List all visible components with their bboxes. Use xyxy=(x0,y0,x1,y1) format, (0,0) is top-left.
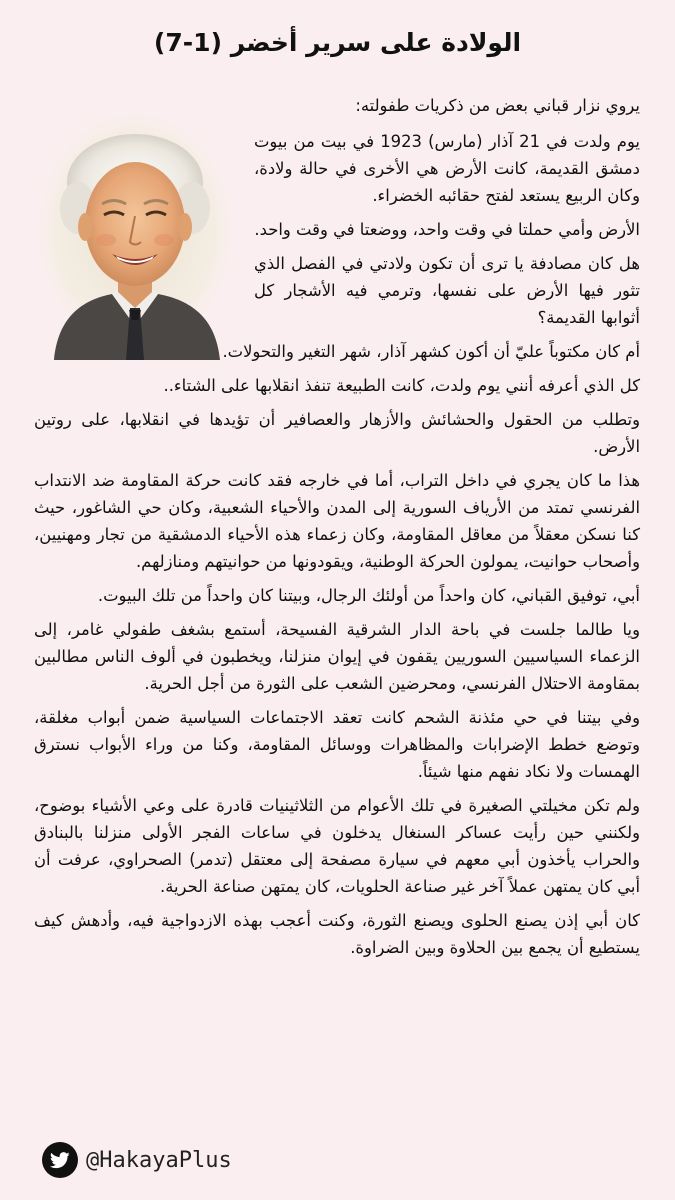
page-title: الولادة على سرير أخضر (1-7) xyxy=(153,28,522,57)
paragraph: يوم ولدت في 21 آذار (مارس) 1923 في بيت من بيوت دمشق القديمة، كانت الأرض هي الأخرى في حالة ولادة، وكان الربيع يستعد لفتح حقائبه الخضراء. xyxy=(254,132,640,205)
paragraph: أم كان مكتوباً عليّ أن أكون كشهر آذار، شهر التغير والتحولات. xyxy=(222,342,640,361)
paragraph: كان أبي إذن يصنع الحلوى ويصنع الثورة، وكنت أعجب بهذه الازدواجية فيه، وأدهش كيف يستطيع أن يجمع بين الحلاوة وبين الضراوة. xyxy=(34,911,640,957)
article-body xyxy=(34,92,640,968)
intro-line: يروي نزار قباني بعض من ذكريات طفولته: xyxy=(355,96,640,115)
paragraph: الأرض وأمي حملتا في وقت واحد، ووضعتا في وقت واحد. xyxy=(254,220,640,239)
paragraph: كل الذي أعرفه أنني يوم ولدت، كانت الطبيعة تنفذ انقلابها على الشتاء.. xyxy=(163,376,640,395)
social-footer xyxy=(42,1142,232,1178)
paragraph: هل كان مصادفة يا ترى أن تكون ولادتي في الفصل الذي تثور فيها الأرض على نفسها، وترمي فيه الأشجار كل أثوابها القديمة؟ xyxy=(254,254,640,327)
paragraph: وتطلب من الحقول والحشائش والأزهار والعصافير أن تؤيدها في انقلابها، على روتين الأرض. xyxy=(34,410,640,456)
paragraph: هذا ما كان يجري في داخل التراب، أما في خارجه فقد كانت حركة المقاومة ضد الانتداب الفرنسي تمتد من الأرياف السورية إلى المدن والأحياء الشعبية، وكان حي الشاغور، حيث كنا نسكن معقلاً من معاقل المقاومة، وكان زعماء هذه الأحياء الدمشقية من تجار ومهنيين، وأصحاب حوانيت، يمولون الحركة الوطنية، ويقودونها من حوانيتهم ومنازلهم. xyxy=(34,471,640,571)
twitter-icon[interactable] xyxy=(42,1142,78,1178)
twitter-handle[interactable]: @HakayaPlus xyxy=(86,1147,232,1173)
paragraph: ولم تكن مخيلتي الصغيرة في تلك الأعوام من الثلاثينيات قادرة على وعي الأشياء بوضوح، ولكنني حين رأيت عساكر السنغال يدخلون في ساعات الفجر الأولى منزلنا بالبنادق والحراب يأخذون أبي معهم في سيارة مصفحة إلى معتقل (تدمر) الصحراوي، عرفت أن أبي كان يمتهن عملاً آخر غير صناعة الحلويات، كان يمتهن صناعة الحرية. xyxy=(34,796,640,896)
paragraph: أبي، توفيق القباني، كان واحداً من أولئك الرجال، وبيتنا كان واحداً من تلك البيوت. xyxy=(97,586,640,605)
paragraph: ويا طالما جلست في باحة الدار الشرقية الفسيحة، أستمع بشغف طفولي غامر، إلى الزعماء السياسيين السوريين يقفون في إيوان منزلنا، ويخطبون في ألوف الناس مطالبين بمقاومة الاحتلال الفرنسي، ومحرضين الشعب على الثورة من أجل الحرية. xyxy=(34,620,640,693)
paragraph: وفي بيتنا في حي مئذنة الشحم كانت تعقد الاجتماعات السياسية ضمن أبواب مغلقة، وتوضع خطط الإضرابات والمظاهرات ووسائل المقاومة، وكنا من وراء الأبواب نسترق الهمسات ولا نكاد نفهم منها شيئاً. xyxy=(34,708,640,781)
